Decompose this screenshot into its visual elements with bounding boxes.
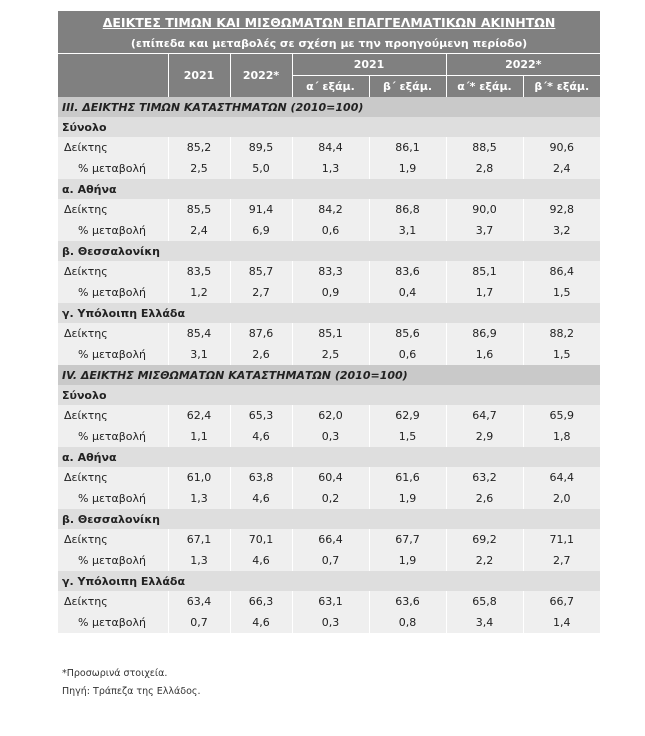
group-title: γ. Υπόλοιπη Ελλάδα	[58, 303, 600, 323]
value-cell: 0,8	[369, 612, 446, 633]
value-cell: 66,7	[523, 591, 600, 612]
value-cell: 71,1	[523, 529, 600, 550]
value-cell: 85,4	[168, 323, 230, 344]
value-cell: 83,6	[369, 261, 446, 282]
value-cell: 63,2	[446, 467, 523, 488]
table-row	[58, 137, 600, 158]
value-cell: 1,9	[369, 158, 446, 179]
value-cell: 86,1	[369, 137, 446, 158]
value-cell: 2,6	[446, 488, 523, 509]
value-cell: 61,0	[168, 467, 230, 488]
header-group-2022: 2022*	[446, 54, 600, 76]
header-h2-2022: β΄* εξάμ.	[523, 76, 600, 98]
row-label-index: Δείκτης	[58, 137, 168, 158]
value-cell: 1,5	[369, 426, 446, 447]
value-cell: 86,8	[369, 199, 446, 220]
value-cell: 1,8	[523, 426, 600, 447]
group-title: β. Θεσσαλονίκη	[58, 241, 600, 261]
value-cell: 1,5	[523, 282, 600, 303]
value-cell: 2,4	[523, 158, 600, 179]
table-row	[58, 323, 600, 344]
value-cell: 1,2	[168, 282, 230, 303]
value-cell: 2,5	[292, 344, 369, 365]
group-title: Σύνολο	[58, 117, 600, 137]
row-label-index: Δείκτης	[58, 199, 168, 220]
value-cell: 2,2	[446, 550, 523, 571]
value-cell: 0,2	[292, 488, 369, 509]
value-cell: 1,5	[523, 344, 600, 365]
table-row	[58, 612, 600, 633]
value-cell: 85,2	[168, 137, 230, 158]
row-label-index: Δείκτης	[58, 261, 168, 282]
group-title: γ. Υπόλοιπη Ελλάδα	[58, 571, 600, 591]
value-cell: 3,2	[523, 220, 600, 241]
value-cell: 1,3	[292, 158, 369, 179]
value-cell: 69,2	[446, 529, 523, 550]
value-cell: 85,1	[292, 323, 369, 344]
value-cell: 1,1	[168, 426, 230, 447]
value-cell: 62,9	[369, 405, 446, 426]
value-cell: 6,9	[230, 220, 292, 241]
value-cell: 83,3	[292, 261, 369, 282]
value-cell: 1,6	[446, 344, 523, 365]
value-cell: 61,6	[369, 467, 446, 488]
value-cell: 85,1	[446, 261, 523, 282]
header-group-2021: 2021	[292, 54, 446, 76]
value-cell: 63,4	[168, 591, 230, 612]
value-cell: 0,3	[292, 612, 369, 633]
value-cell: 2,7	[230, 282, 292, 303]
value-cell: 4,6	[230, 426, 292, 447]
value-cell: 89,5	[230, 137, 292, 158]
row-label-change: % μεταβολή	[58, 612, 168, 633]
table-row	[58, 529, 600, 550]
group-title: β. Θεσσαλονίκη	[58, 509, 600, 529]
value-cell: 63,8	[230, 467, 292, 488]
value-cell: 64,4	[523, 467, 600, 488]
value-cell: 91,4	[230, 199, 292, 220]
value-cell: 85,6	[369, 323, 446, 344]
row-label-index: Δείκτης	[58, 591, 168, 612]
price-rent-index-table	[58, 11, 600, 633]
value-cell: 1,3	[168, 488, 230, 509]
row-label-index: Δείκτης	[58, 323, 168, 344]
value-cell: 87,6	[230, 323, 292, 344]
value-cell: 67,1	[168, 529, 230, 550]
row-label-change: % μεταβολή	[58, 158, 168, 179]
row-label-change: % μεταβολή	[58, 550, 168, 571]
group-row	[58, 447, 600, 467]
value-cell: 66,3	[230, 591, 292, 612]
value-cell: 1,4	[523, 612, 600, 633]
table-subtitle: (επίπεδα και μεταβολές σε σχέση με την προηγούμενη περίοδο)	[58, 33, 600, 54]
value-cell: 1,9	[369, 488, 446, 509]
value-cell: 86,9	[446, 323, 523, 344]
table-row	[58, 405, 600, 426]
value-cell: 2,0	[523, 488, 600, 509]
value-cell: 2,8	[446, 158, 523, 179]
section-row	[58, 97, 600, 117]
group-row	[58, 117, 600, 137]
value-cell: 60,4	[292, 467, 369, 488]
value-cell: 62,0	[292, 405, 369, 426]
value-cell: 4,6	[230, 612, 292, 633]
value-cell: 88,5	[446, 137, 523, 158]
value-cell: 1,9	[369, 550, 446, 571]
table-row	[58, 550, 600, 571]
value-cell: 5,0	[230, 158, 292, 179]
value-cell: 0,9	[292, 282, 369, 303]
value-cell: 84,4	[292, 137, 369, 158]
value-cell: 2,9	[446, 426, 523, 447]
value-cell: 3,1	[369, 220, 446, 241]
value-cell: 1,7	[446, 282, 523, 303]
value-cell: 1,3	[168, 550, 230, 571]
header-h2-2021: β΄ εξάμ.	[369, 76, 446, 98]
value-cell: 4,6	[230, 550, 292, 571]
value-cell: 92,8	[523, 199, 600, 220]
section-title: IV. ΔΕΙΚΤΗΣ ΜΙΣΘΩΜΑΤΩΝ ΚΑΤΑΣΤΗΜΑΤΩΝ (2010=100)	[58, 365, 600, 385]
footnote: *Προσωρινά στοιχεία.	[62, 668, 168, 679]
value-cell: 2,5	[168, 158, 230, 179]
value-cell: 0,6	[292, 220, 369, 241]
row-label-change: % μεταβολή	[58, 282, 168, 303]
value-cell: 85,5	[168, 199, 230, 220]
row-label-change: % μεταβολή	[58, 344, 168, 365]
table-row	[58, 158, 600, 179]
value-cell: 65,8	[446, 591, 523, 612]
value-cell: 67,7	[369, 529, 446, 550]
value-cell: 66,4	[292, 529, 369, 550]
table-row	[58, 220, 600, 241]
group-row	[58, 303, 600, 323]
table-row	[58, 261, 600, 282]
row-label-index: Δείκτης	[58, 405, 168, 426]
value-cell: 63,6	[369, 591, 446, 612]
group-row	[58, 241, 600, 261]
table-row	[58, 467, 600, 488]
table-title: ΔΕΙΚΤΕΣ ΤΙΜΩΝ ΚΑΙ ΜΙΣΘΩΜΑΤΩΝ ΕΠΑΓΓΕΛΜΑΤΙΚΩΝ ΑΚΙΝΗΤΩΝ	[58, 11, 600, 33]
value-cell: 62,4	[168, 405, 230, 426]
group-row	[58, 509, 600, 529]
value-cell: 65,3	[230, 405, 292, 426]
source-note: Πηγή: Τράπεζα της Ελλάδος.	[62, 686, 201, 697]
table-row	[58, 282, 600, 303]
value-cell: 0,3	[292, 426, 369, 447]
value-cell: 86,4	[523, 261, 600, 282]
row-label-index: Δείκτης	[58, 467, 168, 488]
value-cell: 83,5	[168, 261, 230, 282]
value-cell: 84,2	[292, 199, 369, 220]
section-title: III. ΔΕΙΚΤΗΣ ΤΙΜΩΝ ΚΑΤΑΣΤΗΜΑΤΩΝ (2010=100)	[58, 97, 600, 117]
table-row	[58, 591, 600, 612]
value-cell: 88,2	[523, 323, 600, 344]
table-row	[58, 488, 600, 509]
value-cell: 3,7	[446, 220, 523, 241]
header-h1-2022: α΄* εξάμ.	[446, 76, 523, 98]
value-cell: 63,1	[292, 591, 369, 612]
row-label-index: Δείκτης	[58, 529, 168, 550]
table-row	[58, 426, 600, 447]
group-title: Σύνολο	[58, 385, 600, 405]
header-year-2022: 2022*	[230, 54, 292, 98]
value-cell: 64,7	[446, 405, 523, 426]
value-cell: 3,4	[446, 612, 523, 633]
value-cell: 65,9	[523, 405, 600, 426]
row-label-change: % μεταβολή	[58, 220, 168, 241]
group-row	[58, 385, 600, 405]
row-label-change: % μεταβολή	[58, 426, 168, 447]
header-blank-cell	[58, 54, 168, 98]
value-cell: 90,6	[523, 137, 600, 158]
value-cell: 3,1	[168, 344, 230, 365]
value-cell: 0,7	[168, 612, 230, 633]
header-h1-2021: α΄ εξάμ.	[292, 76, 369, 98]
group-row	[58, 571, 600, 591]
stats-table-container	[58, 11, 600, 633]
group-row	[58, 179, 600, 199]
table-row	[58, 344, 600, 365]
value-cell: 85,7	[230, 261, 292, 282]
value-cell: 0,4	[369, 282, 446, 303]
value-cell: 70,1	[230, 529, 292, 550]
value-cell: 2,4	[168, 220, 230, 241]
value-cell: 90,0	[446, 199, 523, 220]
group-title: α. Αθήνα	[58, 447, 600, 467]
value-cell: 0,6	[369, 344, 446, 365]
value-cell: 4,6	[230, 488, 292, 509]
row-label-change: % μεταβολή	[58, 488, 168, 509]
value-cell: 0,7	[292, 550, 369, 571]
value-cell: 2,7	[523, 550, 600, 571]
header-year-2021: 2021	[168, 54, 230, 98]
group-title: α. Αθήνα	[58, 179, 600, 199]
value-cell: 2,6	[230, 344, 292, 365]
table-row	[58, 199, 600, 220]
section-row	[58, 365, 600, 385]
